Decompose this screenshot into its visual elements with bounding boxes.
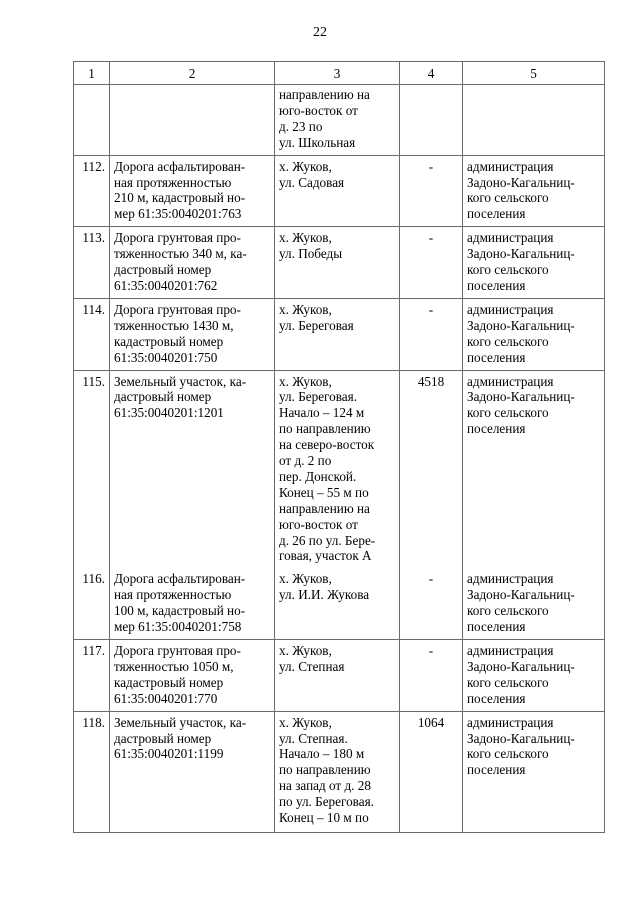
object-name-line: мер 61:35:0040201:763 (114, 206, 242, 222)
location-line: х. Жуков, (279, 643, 332, 658)
owner-line: администрация (467, 373, 554, 389)
location-line: от д. 2 по (279, 453, 332, 469)
location-line: юго-восток от (279, 102, 358, 118)
header-cell: 1 (74, 62, 110, 85)
header-row (74, 62, 605, 85)
object-name-line: кадастровый номер (114, 333, 224, 349)
owner-cell (463, 568, 605, 639)
object-name-line: тяженностью 340 м, ка- (114, 246, 247, 262)
object-name-cell (110, 155, 275, 227)
object-name-line: 61:35:0040201:750 (114, 349, 218, 365)
location-line: ул. Береговая (279, 317, 354, 333)
area-cell: - (400, 227, 463, 299)
location-line: Начало – 124 м (279, 405, 365, 421)
table-row (74, 155, 605, 227)
object-name-cell (110, 370, 275, 568)
location-line: ул. И.И. Жукова (279, 587, 370, 603)
location-line: на запад от д. 28 (279, 778, 371, 794)
location-line: ул. Береговая. (279, 389, 358, 405)
area-cell: 4518 (400, 370, 463, 568)
location-line: по направлению (279, 421, 371, 437)
object-name-cell (110, 298, 275, 370)
location-cell (275, 85, 400, 156)
object-name-line: ная протяженностью (114, 174, 232, 190)
location-cell (275, 298, 400, 370)
object-name-line: ная протяженностью (114, 587, 232, 603)
location-line: х. Жуков, (279, 230, 332, 246)
owner-line: администрация (467, 158, 554, 174)
owner-line: поселения (467, 277, 526, 293)
owner-line: поселения (467, 690, 526, 706)
object-name-line: Дорога асфальтирован- (114, 571, 246, 587)
object-name-line: Дорога асфальтирован- (114, 158, 246, 174)
owner-line: администрация (467, 301, 554, 317)
row-number: 115. (74, 370, 110, 568)
object-name-cell (110, 711, 275, 832)
location-cell (275, 227, 400, 299)
owner-line: поселения (467, 762, 526, 778)
row-number: 116. (74, 568, 110, 639)
owner-cell (463, 155, 605, 227)
table-row (74, 711, 605, 832)
location-line: ул. Садовая (279, 174, 345, 190)
owner-line: администрация (467, 571, 554, 587)
table-row (74, 227, 605, 299)
header-cell: 3 (275, 62, 400, 85)
table-row (74, 298, 605, 370)
owner-line: кого сельского (467, 746, 549, 762)
object-name-line: 61:35:0040201:1201 (114, 405, 224, 421)
object-name-line: Дорога грунтовая про- (114, 230, 241, 246)
location-line: д. 26 по ул. Бере- (279, 532, 376, 548)
row-number: 113. (74, 227, 110, 299)
object-name-line: дастровый номер (114, 262, 212, 278)
location-cell (275, 711, 400, 832)
location-line: х. Жуков, (279, 373, 332, 389)
header-cell: 5 (463, 62, 605, 85)
location-line: ул. Степная (279, 658, 345, 674)
header-cell: 2 (110, 62, 275, 85)
table-row (74, 568, 605, 639)
object-name-line: 61:35:0040201:770 (114, 690, 218, 706)
object-name-line: 100 м, кадастровый но- (114, 603, 246, 619)
location-line: ул. Степная. (279, 730, 348, 746)
location-line: Начало – 180 м (279, 746, 365, 762)
object-name-line: 210 м, кадастровый но- (114, 190, 246, 206)
area-cell: - (400, 568, 463, 639)
registry-table (73, 61, 605, 833)
row-number: 114. (74, 298, 110, 370)
object-name-line: тяженностью 1430 м, (114, 317, 234, 333)
owner-line: кого сельского (467, 674, 549, 690)
continuation-row (74, 85, 605, 156)
owner-line: Задоно-Кагальниц- (467, 658, 575, 674)
location-line: пер. Донской. (279, 468, 357, 484)
location-cell (275, 568, 400, 639)
location-line: на северо-восток (279, 437, 375, 453)
location-line: говая, участок А (279, 548, 372, 564)
owner-line: администрация (467, 230, 554, 246)
owner-line: кого сельского (467, 405, 549, 421)
location-line: ул. Победы (279, 246, 343, 262)
object-name-line: 61:35:0040201:762 (114, 277, 218, 293)
area-cell: - (400, 155, 463, 227)
owner-cell (463, 227, 605, 299)
location-line: Конец – 55 м по (279, 484, 369, 500)
location-cell (275, 640, 400, 712)
owner-line: поселения (467, 421, 526, 437)
owner-line: кого сельского (467, 190, 549, 206)
num-cell (74, 85, 110, 156)
header-cell: 4 (400, 62, 463, 85)
owner-line: Задоно-Кагальниц- (467, 587, 575, 603)
object-name-line: Дорога грунтовая про- (114, 643, 241, 658)
object-name-cell (110, 640, 275, 712)
row-number: 118. (74, 711, 110, 832)
location-line: направлению на (279, 500, 370, 516)
page-number: 22 (313, 25, 327, 40)
table-row (74, 640, 605, 712)
row-number: 112. (74, 155, 110, 227)
location-line: х. Жуков, (279, 301, 332, 317)
object-name-line: дастровый номер (114, 730, 212, 746)
object-name-line: дастровый номер (114, 389, 212, 405)
object-name-line: 61:35:0040201:1199 (114, 746, 224, 762)
owner-line: поселения (467, 619, 526, 635)
owner-line: кого сельского (467, 603, 549, 619)
area-cell (400, 85, 463, 156)
table-row (74, 370, 605, 568)
location-line: юго-восток от (279, 516, 358, 532)
location-cell (275, 370, 400, 568)
object-name-line: кадастровый номер (114, 674, 224, 690)
owner-line: Задоно-Кагальниц- (467, 317, 575, 333)
object-name-line: мер 61:35:0040201:758 (114, 619, 242, 635)
object-name-cell (110, 568, 275, 639)
object-name-line: Дорога грунтовая про- (114, 301, 241, 317)
table-body (74, 85, 605, 833)
object-name-line: Земельный участок, ка- (114, 373, 247, 389)
owner-line: Задоно-Кагальниц- (467, 174, 575, 190)
area-cell: 1064 (400, 711, 463, 832)
location-line: по ул. Береговая. (279, 794, 374, 810)
area-cell: - (400, 298, 463, 370)
location-line: д. 23 по (279, 118, 323, 134)
object-name-line: тяженностью 1050 м, (114, 658, 234, 674)
object-name-cell (110, 227, 275, 299)
owner-cell (463, 298, 605, 370)
owner-line: кого сельского (467, 333, 549, 349)
location-line: х. Жуков, (279, 571, 332, 587)
owner-line: поселения (467, 349, 526, 365)
owner-cell (463, 640, 605, 712)
owner-line: Задоно-Кагальниц- (467, 246, 575, 262)
row-number: 117. (74, 640, 110, 712)
object-name-line: Земельный участок, ка- (114, 714, 247, 730)
owner-cell (463, 85, 605, 156)
owner-line: администрация (467, 714, 554, 730)
location-line: Конец – 10 м по (279, 810, 369, 826)
location-line: по направлению (279, 762, 371, 778)
location-cell (275, 155, 400, 227)
location-line: х. Жуков, (279, 714, 332, 730)
area-cell: - (400, 640, 463, 712)
owner-line: Задоно-Кагальниц- (467, 730, 575, 746)
owner-cell (463, 711, 605, 832)
owner-line: администрация (467, 643, 554, 658)
owner-line: Задоно-Кагальниц- (467, 389, 575, 405)
location-line: ул. Школьная (279, 134, 356, 150)
owner-cell (463, 370, 605, 568)
name-cell (110, 85, 275, 156)
location-line: х. Жуков, (279, 158, 332, 174)
location-line: направлению на (279, 87, 370, 102)
owner-line: поселения (467, 206, 526, 222)
owner-line: кого сельского (467, 262, 549, 278)
